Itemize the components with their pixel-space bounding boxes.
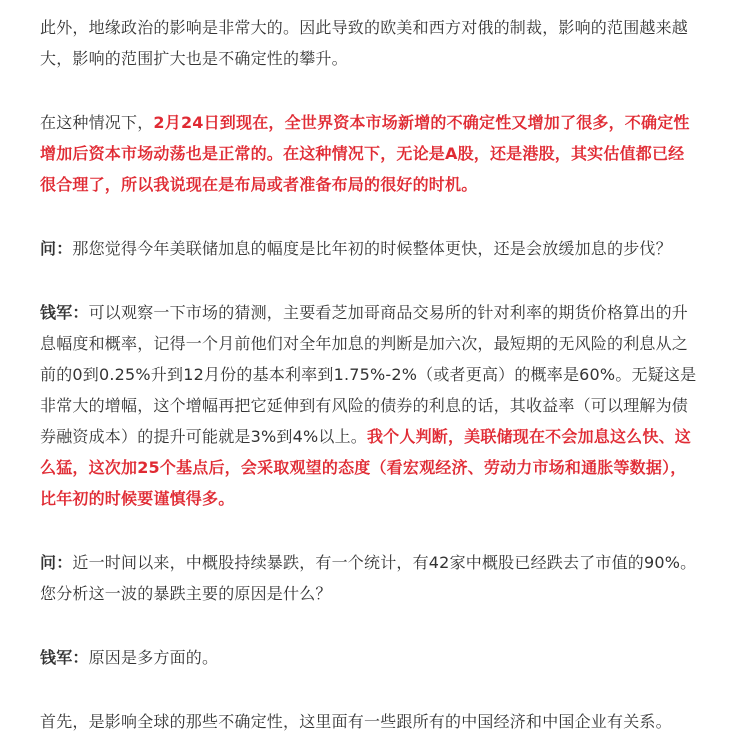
answer-china-stocks xyxy=(40,642,698,673)
answer-fed-rate xyxy=(40,297,698,514)
highlighted-text: 我个人判断，美联储现在不会加息这么快、这么猛，这次加25个基点后，会采取观望的态度（看宏观经济、劳动力市场和通胀等数据），比年初的时候要谨慎得多。 xyxy=(40,427,691,508)
speaker-label: 钱军： xyxy=(40,648,89,667)
question-text: 近一时间以来，中概股持续暴跌，有一个统计，有42家中概股已经跌去了市值的90%。您分析这一波的暴跌主要的原因是什么？ xyxy=(40,553,697,603)
question-label: 问： xyxy=(40,553,73,572)
speaker-label: 钱军： xyxy=(40,303,89,322)
answer-text: 可以观察一下市场的猜测，主要看芝加哥商品交易所的针对利率的期货价格算出的升息幅度和概率，记得一个月前他们对全年加息的判断是加六次，最短期的无风险的利息从之前的0到0.25%升到12月份的基本利率到1.75%-2%（或者更高）的概率是60%。无疑这是非常大的增幅，这个增幅再把它延伸到有风险的债券的利息的话，其收益率（可以理解为债券融资成本）的提升可能就是3%到4%以上。 xyxy=(40,303,697,446)
question-text: 那您觉得今年美联储加息的幅度是比年初的时候整体更快，还是会放缓加息的步伐？ xyxy=(72,239,672,258)
question-fed-rate xyxy=(40,233,698,264)
paragraph-text: 首先，是影响全球的那些不确定性，这里面有一些跟所有的中国经济和中国企业有关系。 xyxy=(40,712,672,731)
paragraph-lead-text: 在这种情况下， xyxy=(40,113,154,132)
question-label: 问： xyxy=(40,239,73,258)
paragraph-first-reason xyxy=(40,706,698,737)
highlighted-text: 2月24日到现在，全世界资本市场新增的不确定性又增加了很多，不确定性增加后资本市场动荡也是正常的。在这种情况下，无论是A股，还是港股，其实估值都已经很合理了，所以我说现在是布局或者准备布局的很好的时机。 xyxy=(40,113,690,194)
paragraph-text: 此外，地缘政治的影响是非常大的。因此导致的欧美和西方对俄的制裁，影响的范围越来越大，影响的范围扩大也是不确定性的攀升。 xyxy=(40,18,689,68)
paragraph-uncertainty xyxy=(40,107,698,200)
question-china-stocks xyxy=(40,547,698,609)
paragraph-geopolitics xyxy=(40,12,698,74)
answer-text: 原因是多方面的。 xyxy=(88,648,219,667)
